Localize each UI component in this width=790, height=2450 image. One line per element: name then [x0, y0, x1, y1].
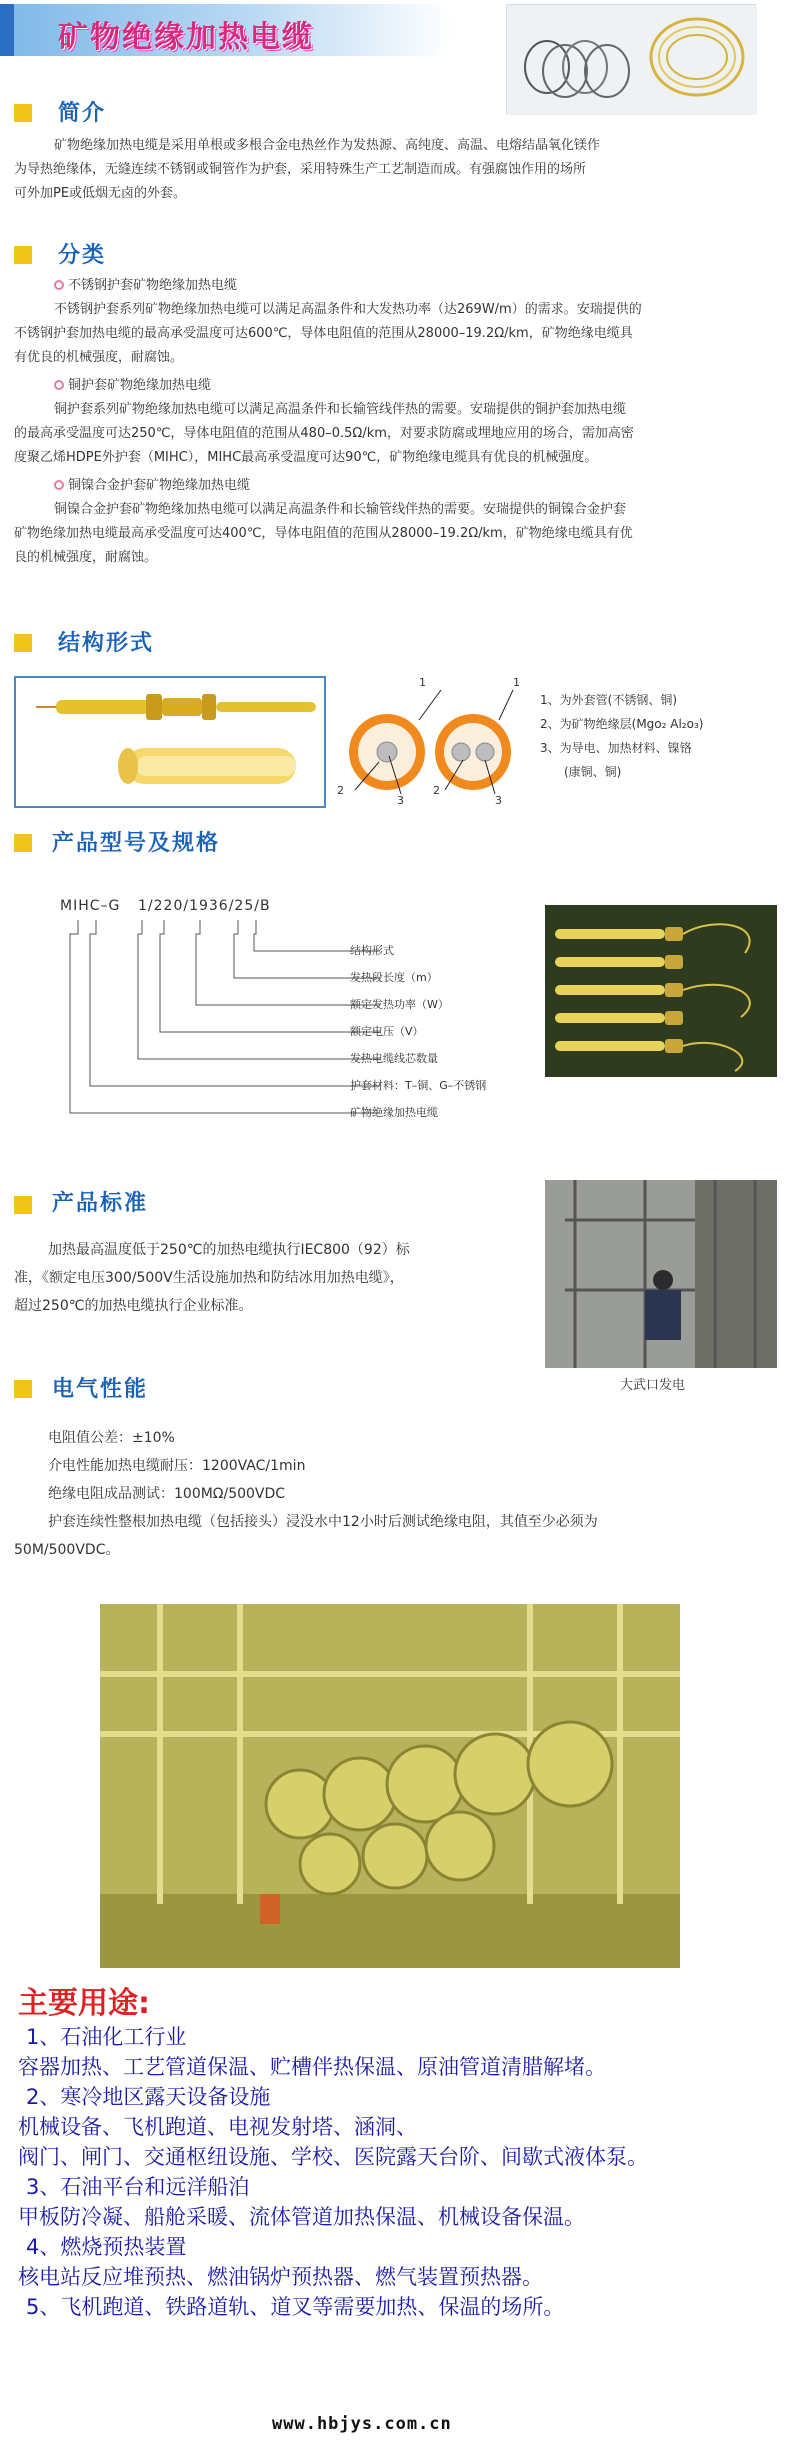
use-item-body: 甲板防冷凝、船舱采暖、流体管道加热保温、机械设备保温。	[18, 2205, 585, 2229]
section-marker	[14, 1380, 32, 1398]
uses-list	[18, 2022, 778, 2322]
header-accent-bar	[0, 4, 14, 56]
intro-line: 矿物绝缘加热电缆是采用单根或多根合金电热丝作为发热源、高纯度、高温、电熔结晶氧化镁作	[54, 138, 601, 153]
electrical-line: 介电性能加热电缆耐压：1200VAC/1min	[48, 1458, 306, 1474]
intro-title: 简介	[58, 101, 107, 126]
classification-title: 分类	[58, 243, 107, 268]
class-item-name: 铜护套矿物绝缘加热电缆	[68, 378, 212, 393]
cable-coils-photo	[506, 4, 756, 114]
callout-label: 1	[419, 676, 426, 689]
standard-text	[14, 1236, 514, 1320]
section-marker	[14, 246, 32, 264]
cable-structure-photo	[14, 676, 326, 808]
model-label: 护套材料：T–铜、G–不锈钢	[350, 1079, 487, 1092]
standard-title: 产品标准	[52, 1191, 149, 1216]
callout-label: 1	[513, 676, 520, 689]
intro-line: 为导热绝缘体，无缝连续不锈钢或铜管作为护套，采用特殊生产工艺制造而成。有强腐蚀作用的场所	[14, 162, 587, 177]
class-item-line: 度聚乙烯HDPE外护套（MIHC），MIHC最高承受温度可达90℃，矿物绝缘电缆具有优良的机械强度。	[14, 450, 598, 465]
class-item-name: 不锈钢护套矿物绝缘加热电缆	[68, 278, 238, 293]
callout-label: 3	[397, 794, 404, 807]
callout-label: 2	[337, 784, 344, 797]
class-item-line: 良的机械强度，耐腐蚀。	[14, 550, 158, 565]
use-item-heading: 1、石油化工行业	[26, 2025, 187, 2049]
class-item-heading	[14, 474, 776, 498]
uses-title: 主要用途:	[18, 1986, 150, 2021]
electrical-text	[14, 1424, 776, 1564]
use-item-heading: 5、飞机跑道、铁路道轨、道叉等需要加热、保温的场所。	[26, 2295, 565, 2319]
legend-line: 3、为导电、加热材料、镍铬	[540, 741, 692, 755]
intro-line: 可外加PE或低烟无卤的外套。	[14, 186, 187, 201]
use-item-heading: 2、寒冷地区露天设备设施	[26, 2085, 271, 2109]
structure-legend	[540, 688, 780, 784]
electrical-line: 护套连续性整根加热电缆（包括接头）浸没水中12小时后测试绝缘电阻，其值至少必须为	[48, 1514, 598, 1530]
legend-line: 2、为矿物绝缘层(Mgo₂ Al₂o₃)	[540, 717, 704, 731]
footer-url[interactable]: www.hbjys.com.cn	[272, 2414, 452, 2434]
electrical-line: 50M/500VDC。	[14, 1542, 120, 1558]
model-label: 额定发热功率（W）	[350, 998, 449, 1011]
model-code-diagram	[60, 898, 530, 1128]
section-marker	[14, 634, 32, 652]
electrical-line: 电阻值公差：±10%	[48, 1430, 175, 1446]
electrical-title: 电气性能	[52, 1377, 149, 1402]
section-marker	[14, 104, 32, 122]
model-prefix: MIHC–G	[60, 898, 121, 914]
class-item-line: 有优良的机械强度，耐腐蚀。	[14, 350, 184, 365]
heating-cables-photo	[545, 905, 777, 1077]
section-marker	[14, 1196, 32, 1214]
standard-line: 准，《额定电压300/500V生活设施加热和防结冰用加热电缆》，	[14, 1270, 404, 1286]
legend-line: 1、为外套管(不锈钢、铜)	[540, 693, 677, 707]
class-item-name: 铜镍合金护套矿物绝缘加热电缆	[68, 478, 251, 493]
class-item-line: 不锈钢护套系列矿物绝缘加热电缆可以满足高温条件和大发热功率（达269W/m）的需求。安瑞提供的	[54, 302, 642, 317]
model-label: 结构形式	[350, 944, 394, 957]
page-title: 矿物绝缘加热电缆	[58, 20, 314, 55]
use-item-body: 容器加热、工艺管道保温、贮槽伴热保温、原油管道清腊解堵。	[18, 2055, 606, 2079]
cross-section-diagram	[337, 676, 520, 810]
industrial-plant-photo	[100, 1604, 680, 1968]
legend-line: (康铜、铜)	[564, 765, 622, 779]
class-item-heading	[14, 274, 776, 298]
electrical-line: 绝缘电阻成品测试：100MΩ/500VDC	[48, 1486, 286, 1502]
standard-line: 超过250℃的加热电缆执行企业标准。	[14, 1298, 253, 1314]
bullet-icon	[54, 380, 64, 390]
use-item-body: 核电站反应堆预热、燃油锅炉预热器、燃气装置预热器。	[18, 2265, 543, 2289]
classification-content	[14, 274, 776, 570]
structure-title: 结构形式	[58, 631, 155, 656]
callout-label: 2	[433, 784, 440, 797]
class-item-heading	[14, 374, 776, 398]
use-item-body: 阀门、闸门、交通枢纽设施、学校、医院露天台阶、间歇式液体泵。	[18, 2145, 648, 2169]
model-label: 矿物绝缘加热电缆	[350, 1106, 438, 1119]
standard-line: 加热最高温度低于250℃的加热电缆执行IEC800（92）标	[48, 1242, 410, 1258]
intro-text	[14, 134, 776, 206]
power-plant-photo	[545, 1180, 777, 1368]
photo-caption: 大武口发电	[620, 1378, 686, 1393]
section-marker	[14, 834, 32, 852]
bullet-icon	[54, 280, 64, 290]
use-item-body: 机械设备、飞机跑道、电视发射塔、涵洞、	[18, 2115, 417, 2139]
callout-label: 3	[495, 794, 502, 807]
model-label: 额定电压（V）	[350, 1025, 424, 1038]
model-label: 发热段长度（m）	[350, 971, 438, 984]
model-title: 产品型号及规格	[52, 831, 221, 856]
use-item-heading: 3、石油平台和远洋船泊	[26, 2175, 250, 2199]
class-item-line: 铜镍合金护套矿物绝缘加热电缆可以满足高温条件和长输管线伴热的需要。安瑞提供的铜镍合金护套	[54, 502, 627, 517]
class-item-line: 铜护套系列矿物绝缘加热电缆可以满足高温条件和长输管线伴热的需要。安瑞提供的铜护套加热电缆	[54, 402, 627, 417]
bullet-icon	[54, 480, 64, 490]
class-item-line: 的最高承受温度可达250℃，导体电阻值的范围从480–0.5Ω/km，对要求防腐或埋地应用的场合，需加高密	[14, 426, 634, 441]
class-item-line: 矿物绝缘加热电缆最高承受温度可达400℃，导体电阻值的范围从28000–19.2Ω/km，矿物绝缘电缆具有优	[14, 526, 633, 541]
class-item-line: 不锈钢护套加热电缆的最高承受温度可达600℃，导体电阻值的范围从28000–19.2Ω/km，矿物绝缘电缆具	[14, 326, 633, 341]
model-label: 发热电缆线芯数量	[350, 1052, 438, 1065]
use-item-heading: 4、燃烧预热装置	[26, 2235, 187, 2259]
model-code: 1/220/1936/25/B	[138, 898, 271, 914]
